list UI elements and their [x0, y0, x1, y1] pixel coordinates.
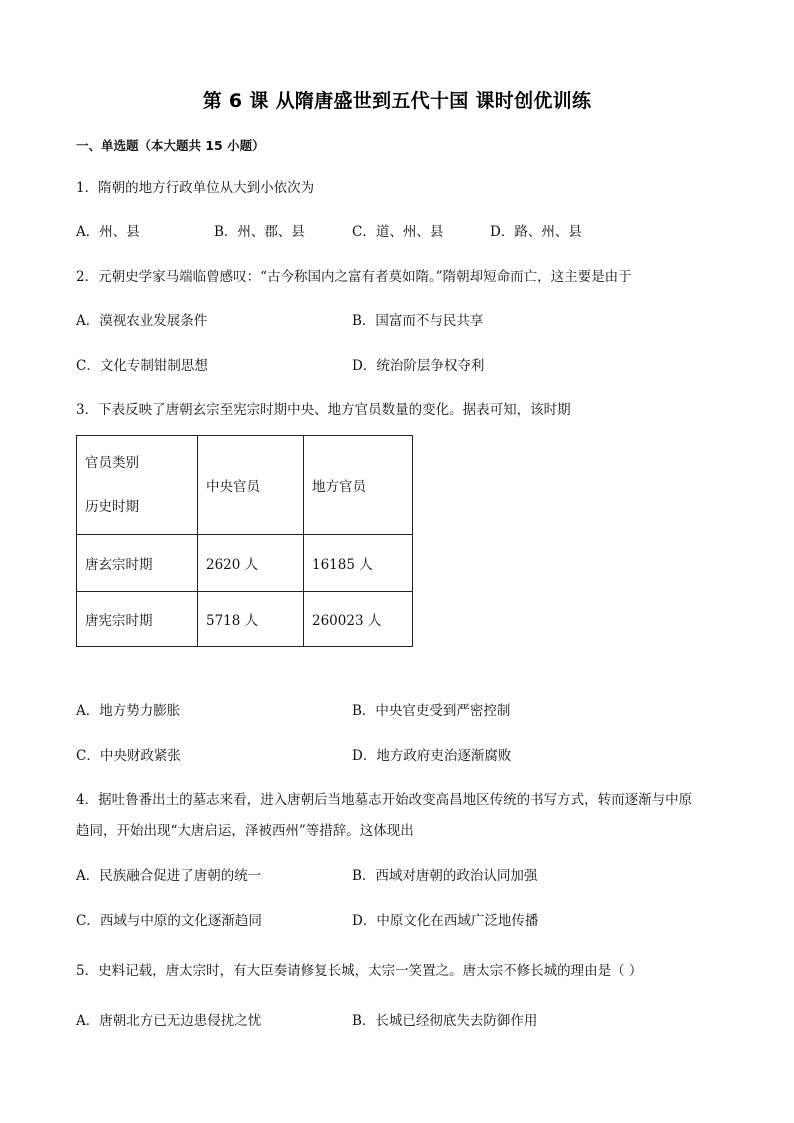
question-3-option-d: D．地方政府吏治逐渐腐败: [352, 748, 512, 764]
table-cell-period: 唐宪宗时期: [77, 591, 198, 646]
question-3-option-a: A．地方势力膨胀: [76, 703, 181, 719]
table-header-central: 中央官员: [198, 436, 304, 535]
table-header-local: 地方官员: [304, 436, 413, 535]
table-cell-local: 260023 人: [304, 591, 413, 646]
table-cell-period: 唐玄宗时期: [77, 535, 198, 591]
table-cell-central: 2620 人: [198, 535, 304, 591]
question-1-option-a: A．州、县: [76, 224, 140, 240]
table-header-row: [77, 436, 413, 535]
table-cell-local: 16185 人: [304, 535, 413, 591]
table-corner-bottom-label: 历史时期: [85, 499, 139, 516]
question-4-option-d: D．中原文化在西域广泛地传播: [352, 913, 539, 929]
question-3-option-b: B．中央官吏受到严密控制: [352, 703, 511, 719]
question-2-stem: 2．元朝史学家马端临曾感叹：“古今称国内之富有者莫如隋。”隋朝却短命而亡，这主要是由于: [76, 269, 632, 285]
question-4-option-a: A．民族融合促进了唐朝的统一: [76, 868, 262, 884]
official-count-table: [76, 435, 413, 647]
question-2-option-b: B．国富而不与民共享: [352, 313, 484, 329]
table-cell-central: 5718 人: [198, 591, 304, 646]
table-row: [77, 535, 413, 591]
question-1-option-b: B．州、郡、县: [214, 224, 305, 240]
question-2-option-d: D．统治阶层争权夺利: [352, 358, 485, 374]
question-5-option-a: A．唐朝北方已无边患侵扰之忧: [76, 1013, 262, 1029]
question-2-option-a: A．漠视农业发展条件: [76, 313, 208, 329]
question-4-stem-line-2: 趋同，开始出现“大唐启运，泽被西州”等措辞。这体现出: [76, 823, 414, 839]
question-4-option-b: B．西域对唐朝的政治认同加强: [352, 868, 538, 884]
table-corner-cell: [77, 436, 198, 535]
section-heading: 一、单选题（本大题共 15 小题）: [76, 138, 265, 153]
question-1-stem: 1．隋朝的地方行政单位从大到小依次为: [76, 180, 315, 196]
table-row: [77, 591, 413, 646]
question-4-stem-line-1: 4．据吐鲁番出土的墓志来看，进入唐朝后当地墓志开始改变高昌地区传统的书写方式，转而逐渐与中原: [76, 792, 693, 808]
page-title: 第 6 课 从隋唐盛世到五代十国 课时创优训练: [202, 90, 592, 112]
question-5-option-b: B．长城已经彻底失去防御作用: [352, 1013, 538, 1029]
question-3-option-c: C．中央财政紧张: [76, 748, 181, 764]
question-4-option-c: C．西域与中原的文化逐渐趋同: [76, 913, 262, 929]
question-1-option-c: C．道、州、县: [352, 224, 444, 240]
question-3-stem: 3．下表反映了唐朝玄宗至宪宗时期中央、地方官员数量的变化。据表可知，该时期: [76, 402, 571, 418]
table-corner-top-label: 官员类别: [85, 455, 139, 472]
question-1-option-d: D．路、州、县: [490, 224, 582, 240]
question-5-stem: 5．史料记载，唐太宗时，有大臣奏请修复长城，太宗一笑置之。唐太宗不修长城的理由是（ ）: [76, 963, 643, 979]
question-2-option-c: C．文化专制钳制思想: [76, 358, 208, 374]
